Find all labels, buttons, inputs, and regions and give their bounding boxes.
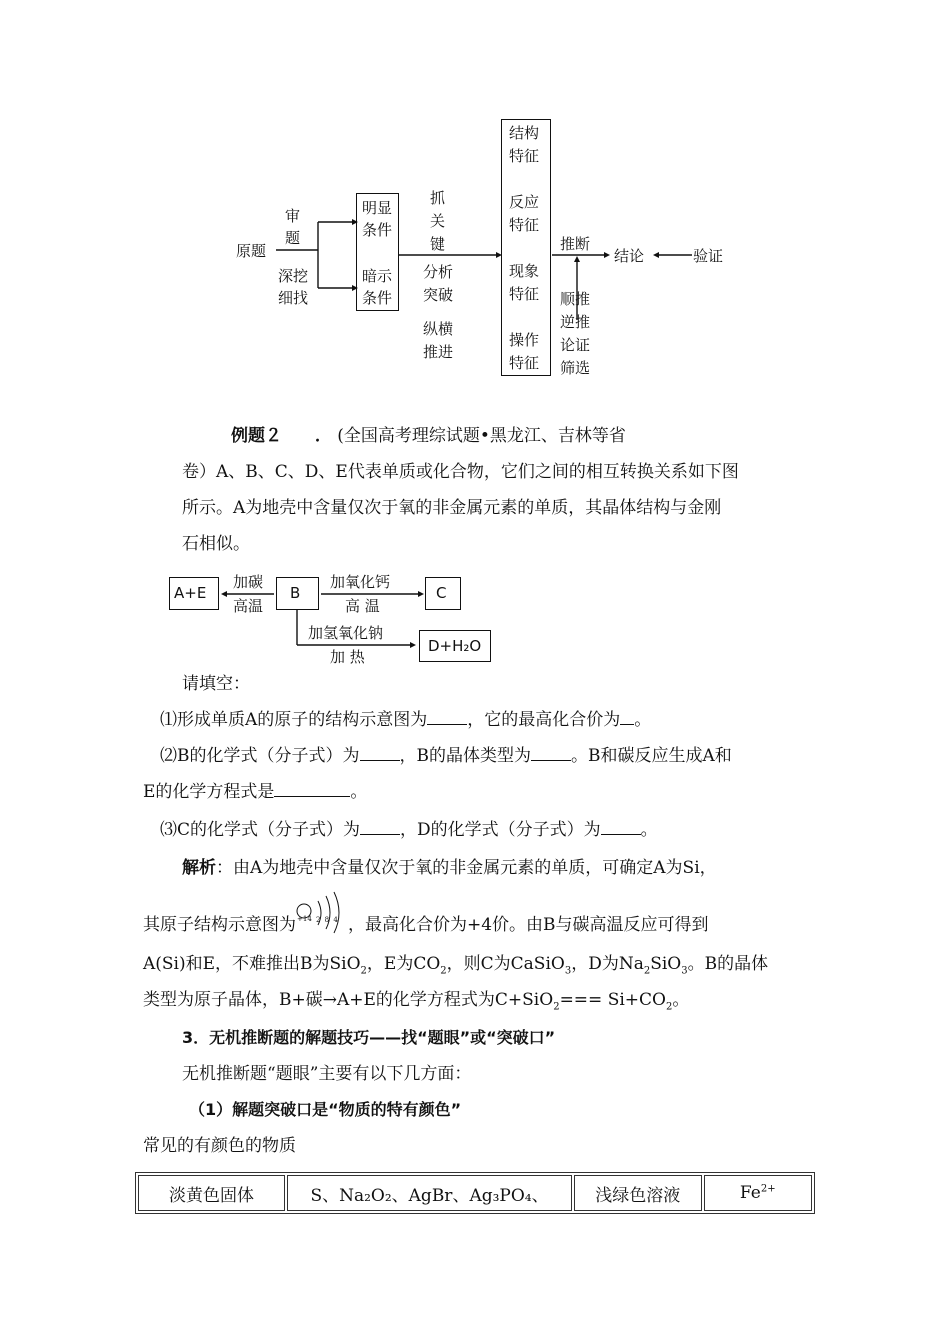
method-nitui: 逆推 bbox=[560, 313, 591, 331]
q3-text-b: ，D的化学式（分子式）为 bbox=[400, 820, 601, 840]
label-tuijin: 推进 bbox=[423, 343, 454, 361]
feat2-line2: 特征 bbox=[509, 216, 540, 234]
cond1-line1: 明显 bbox=[362, 199, 393, 217]
cond-gaowen1: 高温 bbox=[233, 597, 264, 615]
q3-blank-1[interactable] bbox=[360, 820, 400, 835]
q3-text-c: 。 bbox=[640, 820, 658, 840]
fill-prompt: 请填空： bbox=[182, 674, 250, 694]
cond-jiare: 加 热 bbox=[330, 648, 365, 666]
analysis-text-3b: ，E为CO bbox=[366, 954, 441, 974]
q2-text-e: 。 bbox=[350, 782, 368, 802]
feat3-line2: 特征 bbox=[509, 285, 540, 303]
q3-blank-2[interactable] bbox=[601, 820, 641, 835]
table-cell-substances2 bbox=[704, 1175, 812, 1211]
method-shuntui: 顺推 bbox=[560, 290, 591, 308]
feat1-line2: 特征 bbox=[509, 147, 540, 165]
analysis-text-2b: ，最高化合价为+4价。由B与碳高温反应可得到 bbox=[348, 915, 709, 935]
q1-blank-1[interactable] bbox=[427, 710, 467, 725]
q1-text-c: 。 bbox=[634, 710, 652, 730]
sub-3b: 3 bbox=[681, 965, 688, 977]
q2-blank-2[interactable] bbox=[531, 746, 571, 761]
label-jielun: 结论 bbox=[614, 247, 645, 265]
cond1-line2: 条件 bbox=[362, 221, 393, 239]
q2-blank-3[interactable] bbox=[274, 782, 350, 797]
label-d: D+H₂O bbox=[428, 637, 482, 655]
analysis-text-4c: 。 bbox=[672, 990, 690, 1010]
label-guan: 关 bbox=[430, 212, 446, 230]
color-table bbox=[135, 1172, 815, 1214]
question-2-cont bbox=[143, 780, 367, 804]
cond-jiaqingyanghuana: 加氢氧化钠 bbox=[308, 624, 384, 642]
feat4-line2: 特征 bbox=[509, 354, 540, 372]
example-dot: ． bbox=[314, 426, 332, 446]
q2-text-b: ，B的晶体类型为 bbox=[399, 746, 531, 766]
analysis-text-3d: ，D为Na bbox=[571, 954, 644, 974]
example-label: 例题２ bbox=[231, 426, 282, 446]
method-lunzheng: 论证 bbox=[560, 336, 591, 354]
cond2-line2: 条件 bbox=[362, 289, 393, 307]
analysis-line2 bbox=[143, 913, 709, 937]
sub-3a: 3 bbox=[564, 965, 572, 977]
q3-text-a: ⑶C的化学式（分子式）为 bbox=[160, 820, 361, 840]
feat3-line1: 现象 bbox=[509, 262, 540, 280]
common-colored-label: 常见的有颜色的物质 bbox=[143, 1136, 296, 1156]
analysis-text-1: ：由A为地壳中含量仅次于氧的非金属元素的单质，可确定A为Si， bbox=[216, 858, 717, 878]
example-line1: (全国高考理综试题•黑龙江、吉林等省 bbox=[337, 426, 626, 446]
label-ti: 题 bbox=[285, 229, 301, 247]
analysis-line4 bbox=[143, 988, 689, 1019]
subsection-heading: （1）解题突破口是“物质的特有颜色” bbox=[189, 1100, 462, 1119]
label-c: C bbox=[436, 584, 447, 602]
fe-symbol: Fe bbox=[739, 1183, 761, 1203]
label-shenwa: 深挖 bbox=[278, 267, 309, 285]
si-atom-structure bbox=[296, 913, 348, 933]
table-cell-color2: 浅绿色溶液 bbox=[574, 1175, 701, 1211]
sub-2d: 2 bbox=[553, 1001, 560, 1013]
q2-blank-1[interactable] bbox=[360, 746, 400, 761]
label-shen: 审 bbox=[285, 207, 301, 225]
analysis-text-4b: === Si+CO bbox=[559, 990, 666, 1010]
feat2-line1: 反应 bbox=[509, 193, 540, 211]
sub-2e: 2 bbox=[665, 1001, 673, 1013]
example-line3: 所示。A为地壳中含量仅次于氧的非金属元素的单质，其晶体结构与金刚 bbox=[182, 498, 722, 518]
method-shaixuan: 筛选 bbox=[560, 359, 591, 377]
example-line2: 卷）A、B、C、D、E代表单质或化合物，它们之间的相互转换关系如下图 bbox=[182, 462, 739, 482]
q1-text-b: ，它的最高化合价为 bbox=[467, 710, 621, 730]
cond-gaowen2: 高 温 bbox=[345, 597, 380, 615]
feat1-line1: 结构 bbox=[509, 124, 540, 142]
table-cell-substances1: S、Na₂O₂、AgBr、Ag₃PO₄、 bbox=[287, 1175, 572, 1211]
fe-charge: 2+ bbox=[760, 1183, 776, 1195]
label-zongheng: 纵横 bbox=[423, 320, 454, 338]
section-heading: 3．无机推断题的解题技巧——找“题眼”或“突破口” bbox=[182, 1028, 556, 1047]
label-yanzheng: 验证 bbox=[693, 247, 724, 265]
example-line4: 石相似。 bbox=[182, 534, 250, 554]
si-nucleus: +14 bbox=[297, 915, 312, 923]
question-1 bbox=[160, 708, 651, 732]
cond2-line1: 暗示 bbox=[362, 267, 393, 285]
label-xizhao: 细找 bbox=[278, 289, 309, 307]
cond-jiayanghuagai: 加氧化钙 bbox=[330, 573, 391, 591]
q1-blank-2[interactable] bbox=[620, 710, 634, 725]
q2-text-a: ⑵B的化学式（分子式）为 bbox=[160, 746, 360, 766]
sub-2c: 2 bbox=[643, 965, 651, 977]
sub-2b: 2 bbox=[440, 965, 447, 977]
label-ae: A+E bbox=[174, 584, 207, 602]
question-2 bbox=[160, 744, 732, 768]
analysis-line3 bbox=[143, 952, 768, 983]
table-cell-color1: 淡黄色固体 bbox=[138, 1175, 285, 1211]
label-zhua: 抓 bbox=[430, 189, 446, 207]
table-row bbox=[138, 1175, 812, 1211]
analysis-text-3a: A(Si)和E，不难推出B为SiO bbox=[143, 954, 361, 974]
label-tupo: 突破 bbox=[423, 286, 454, 304]
section-intro: 无机推断题“题眼”主要有以下几方面： bbox=[182, 1064, 472, 1084]
sub-2a: 2 bbox=[360, 965, 367, 977]
analysis-text-3f: 。B的晶体 bbox=[687, 954, 769, 974]
label-b: B bbox=[290, 584, 301, 602]
cond-jiatan: 加碳 bbox=[233, 573, 264, 591]
label-tuiduan: 推断 bbox=[560, 235, 591, 253]
question-3 bbox=[160, 818, 658, 842]
label-yuanti: 原题 bbox=[236, 242, 267, 260]
analysis-line1 bbox=[182, 856, 717, 880]
analysis-label: 解析 bbox=[182, 858, 216, 878]
label-jian: 键 bbox=[430, 235, 446, 253]
q2-text-c: 。B和碳反应生成A和 bbox=[571, 746, 732, 766]
q1-text-a: ⑴形成单质A的原子的结构示意图为 bbox=[160, 710, 428, 730]
analysis-text-3e: SiO bbox=[650, 954, 682, 974]
analysis-text-2a: 其原子结构示意图为 bbox=[143, 915, 296, 935]
feat4-line1: 操作 bbox=[509, 331, 540, 349]
analysis-text-3c: ，则C为CaSiO bbox=[446, 954, 565, 974]
si-shells: 2 8 4 bbox=[316, 916, 339, 924]
label-fenxi: 分析 bbox=[423, 263, 454, 281]
q2-text-d: E的化学方程式是 bbox=[143, 782, 275, 802]
analysis-text-4a: 类型为原子晶体，B+碳→A+E的化学方程式为C+SiO bbox=[143, 990, 554, 1010]
